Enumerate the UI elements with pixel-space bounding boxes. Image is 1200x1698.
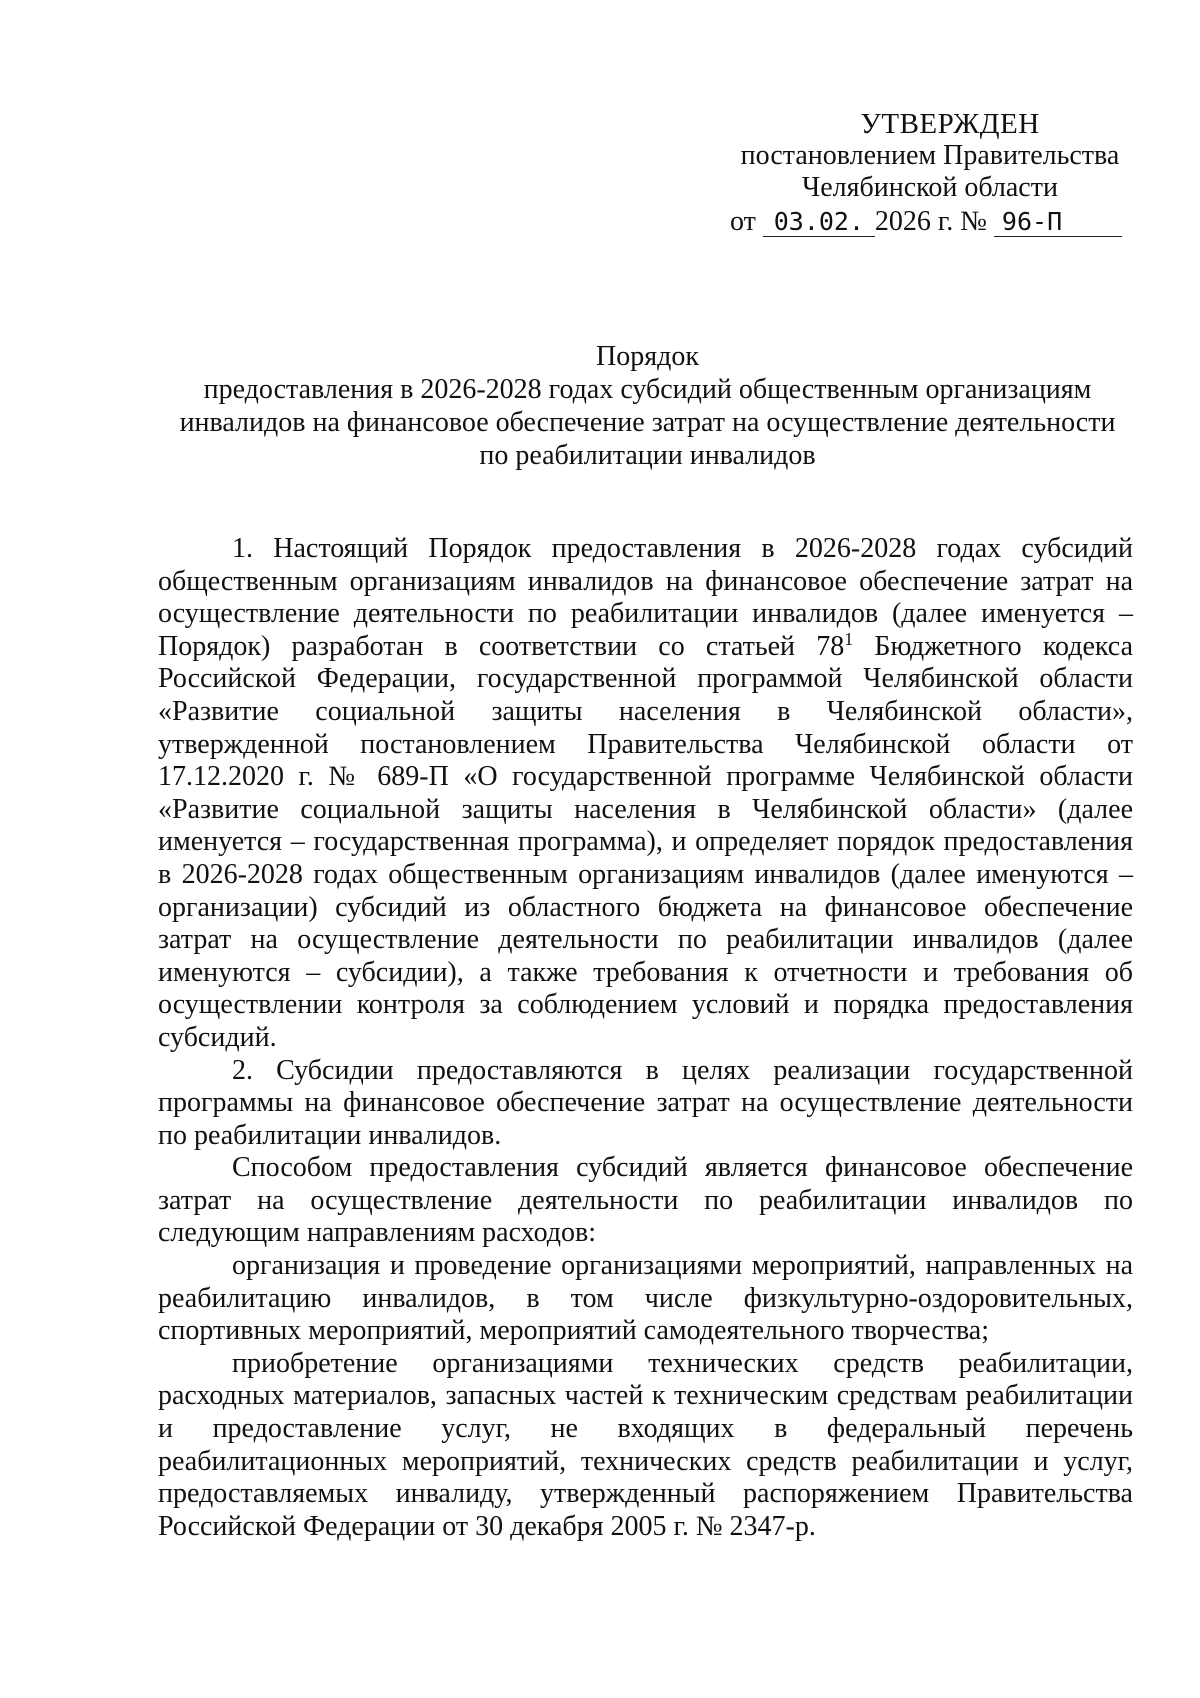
title-line-2: предоставления в 2026-2028 годах субсидий общественным организациям — [203, 374, 1092, 405]
document-body — [158, 533, 1133, 1543]
approval-date-line — [720, 206, 1140, 238]
title-line-1: Порядок — [596, 341, 699, 372]
paragraph-3: Способом предоставления субсидий является финансовое обеспечение затрат на осуществление деятельности по реабилитации инвалидов по следующим направлениям расходов: — [158, 1152, 1133, 1249]
approved-heading: УТВЕРЖДЕН — [860, 108, 1040, 140]
paragraph-1-superscript: 1 — [844, 628, 854, 649]
paragraph-1-text-a: 1. Настоящий Порядок предоставления в 2026-2028 годах субсидий общественным организациям инвалидов на финансовое обеспечение затрат на осуществление деятельности по реабилитации инвалидов (далее именуется – Порядок) разработан в соответствии со статьей 78 — [158, 533, 1133, 662]
title-line-3: инвалидов на финансовое обеспечение затрат на осуществление деятельности — [179, 407, 1116, 438]
document-title — [150, 340, 1145, 472]
approval-line-region: Челябинской области — [802, 172, 1058, 203]
paragraph-5: приобретение организациями технических средств реабилитации, расходных материалов, запасных частей к техническим средствам реабилитации и предоставление услуг, не входящих в федеральный перечень реабилитационных мероприятий, технических средств реабилитации и услуг, предоставляемых инвалиду, утвержденный распоряжением Правительства Российской Федерации от 30 декабря 2005 г. № 2347-р. — [158, 1347, 1133, 1542]
approval-stamp — [720, 108, 1140, 238]
paragraph-1-text-b: Бюджетного кодекса Российской Федерации, государственной программой Челябинской области «Развитие социальной защиты населения в Челябинской области», утвержденной постановлением Правительства Челябинской области от 17.12.2020 г. № 689-П «О государственной программе Челябинской области «Развитие социальной защиты населения в Челябинской области» (далее именуется – государственная программа), и определяет порядок предоставления в 2026-2028 годах общественным организациям инвалидов (далее именуются – организации) субсидий из областного бюджета на финансовое обеспечение затрат на осуществление деятельности по реабилитации инвалидов (далее именуются – субсидии), а также требования к отчетности и требования об осуществлении контроля за соблюдением условий и порядка предоставления субсидий. — [158, 630, 1133, 1053]
date-value: 03.02. — [763, 208, 875, 237]
paragraph-1 — [158, 533, 1133, 1055]
date-year: 2026 г. № — [874, 206, 987, 237]
paragraph-2: 2. Субсидии предоставляются в целях реализации государственной программы на финансовое обеспечение затрат на осуществление деятельности по реабилитации инвалидов. — [158, 1054, 1133, 1151]
title-line-4: по реабилитации инвалидов — [479, 440, 816, 471]
approval-line-decree: постановлением Правительства — [740, 140, 1120, 171]
decree-number: 96-П — [994, 208, 1122, 237]
date-prefix: от — [730, 206, 756, 237]
paragraph-4: организация и проведение организациями мероприятий, направленных на реабилитацию инвалидов, в том числе физкультурно-оздоровительных, спортивных мероприятий, мероприятий самодеятельного творчества; — [158, 1250, 1133, 1347]
